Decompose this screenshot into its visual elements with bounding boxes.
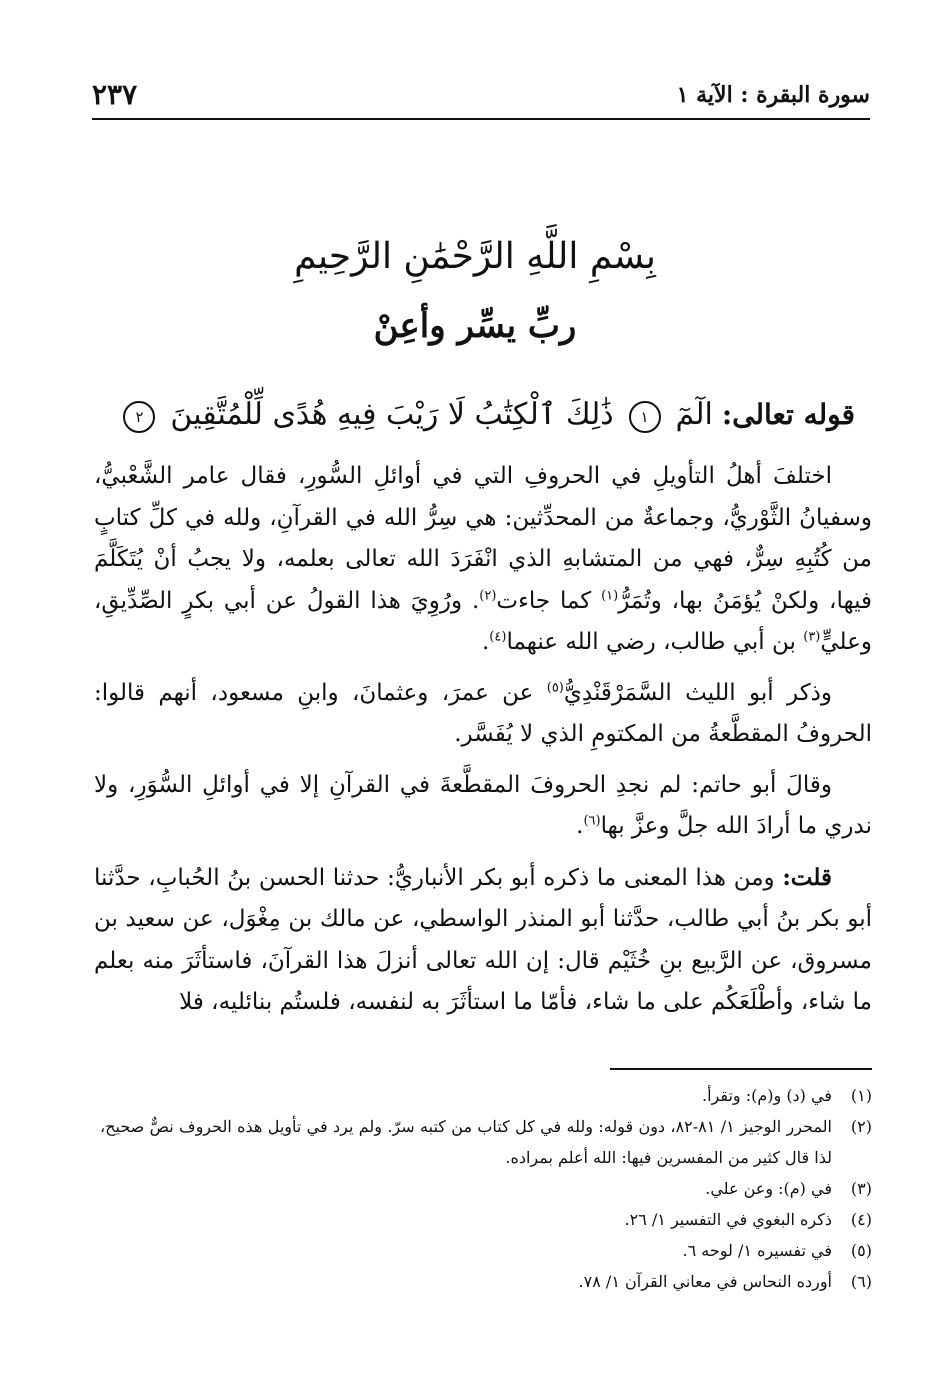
footnote-ref-5: (٥) [546,679,564,695]
footnote-text: المحرر الوجيز ١/ ٨١-٨٢، دون قوله: ولله في كل كتاب من كتبه سرّ. ولم يرد في تأويل هذه الحروف نصٌّ صحيح، لذا قال كثير من المفسرين فيها: الله أعلم بمراده. [100,1117,832,1167]
footnote-number: (٥) [850,1241,872,1260]
footnote [100,1204,872,1235]
paragraph-lead: قلت: [782,863,832,891]
text-run: اختلفَ أهلُ التأويلِ في الحروفِ التي في أوائلِ السُّورِ، فقال عامر الشَّعْبيُّ، وسفيانُ الثَّوْريُّ، وجماعةٌ من المحدِّثين: هي سِرُّ الله في القرآنِ، ولله في كلِّ كتابٍ من كُتُبِهِ سِرٌّ، فهي من المتشابهِ الذي انْفَرَدَ الله تعالى بعلمه، ولا يجبُ أنْ يُتَكَلَّمَ فيها، ولكنْ يُؤمَنُ بها، وتُمَرُّ [94,463,872,614]
footnote-ref-4: (٤) [489,629,507,645]
footnote-number: (٢) [850,1117,872,1136]
opening-dua: ربِّ يسِّر وأعِنْ [373,306,577,346]
footnote [100,1235,872,1266]
footnote-divider [610,1068,872,1070]
text-run: . ورُوِيَ هذا القولُ عن أبي بكرٍ الصِّدِّيقِ، وعليٍّ [94,587,872,655]
footnote-number: (٦) [850,1272,872,1291]
footnotes [100,1080,872,1297]
surah-title: سورة البقرة : الآية ١ [676,82,870,108]
footnote [100,1080,872,1111]
footnote-text: ذكره البغوي في التفسير ١/ ٢٦. [624,1210,832,1229]
verse-intro: قوله تعالى: [721,398,855,431]
footnote-number: (١) [850,1086,872,1105]
verse-part-1: الٓمٓ [675,397,713,432]
text-run: عن عمرَ، وعثمانَ، وابنِ مسعود، أنهم قالوا: الحروفُ المقطَّعةُ من المكتومِ الذي لا يُفَسَّر. [94,679,872,747]
footnote-text: في تفسيره ١/ لوحه ٦. [682,1241,832,1260]
ayah-number-marker-1: ١ [629,401,661,433]
footnote-ref-3: (٣) [803,629,821,645]
footnote-ref-2: (٢) [479,587,497,603]
verse-part-2: ذَٰلِكَ ٱلْكِتَٰبُ لَا رَيْبَ فِيهِ هُدًى لِّلْمُتَّقِينَ [170,397,614,432]
footnote [100,1266,872,1297]
footnote-number: (٣) [850,1179,872,1198]
text-run: وذكر أبو الليث السَّمَرْقَنْدِيُّ [563,679,832,706]
paragraph-1 [94,456,872,664]
footnote-ref-1: (١) [601,587,619,603]
paragraph-3 [94,765,872,848]
running-header [92,78,870,120]
paragraph-4 [94,857,872,1024]
text-run: وقالَ أبو حاتم: لم نجدِ الحروفَ المقطَّعةَ في القرآنِ إلا في أوائلِ السُّوَرِ، ولا ندري ما أرادَ الله جلَّ وعزَّ بها [94,771,872,839]
text-run: . [481,629,490,655]
text-run: كما جاءت [496,587,602,614]
text-run: . [576,813,584,839]
page-number: ٢٣٧ [92,78,138,111]
basmala: بِسْمِ اللَّهِ الرَّحْمَٰنِ الرَّحِيمِ [294,236,656,277]
footnote [100,1173,872,1204]
commentary-body [94,456,872,1033]
footnote-text: في (د) و(م): وتقرأ. [702,1086,832,1105]
footnote-text: أورده النحاس في معاني القرآن ١/ ٧٨. [578,1272,832,1291]
footnote [100,1111,872,1173]
footnote-ref-6: (٦) [583,813,601,829]
footnote-text: في (م): وعن علي. [705,1179,832,1198]
footnote-number: (٤) [850,1210,872,1229]
text-run: بن أبي طالب، رضي الله عنهما [506,629,804,655]
text-run: ومن هذا المعنى ما ذكره أبو بكر الأنباريُّ: حدثنا الحسن بنُ الحُبابِ، حدَّثنا أبو بكر بنُ أبي طالب، حدَّثنا أبو المنذر الواسطي، عن مالك بن مِغْوَل، عن سعيد بن مسروق، عن الرَّبيع بنِ خُثَيْم قال: إن الله تعالى أنزلَ هذا القرآنَ، فاستأثَرَ منه بعلم ما شاء، وأطْلَعَكُم على ما شاء، فأمّا ما استأثَرَ به لنفسه، فلستُم بنائليه، فلا [94,864,872,1015]
paragraph-2 [94,673,872,756]
ayah-number-marker-2: ٢ [123,401,155,433]
quran-verse [80,390,855,440]
